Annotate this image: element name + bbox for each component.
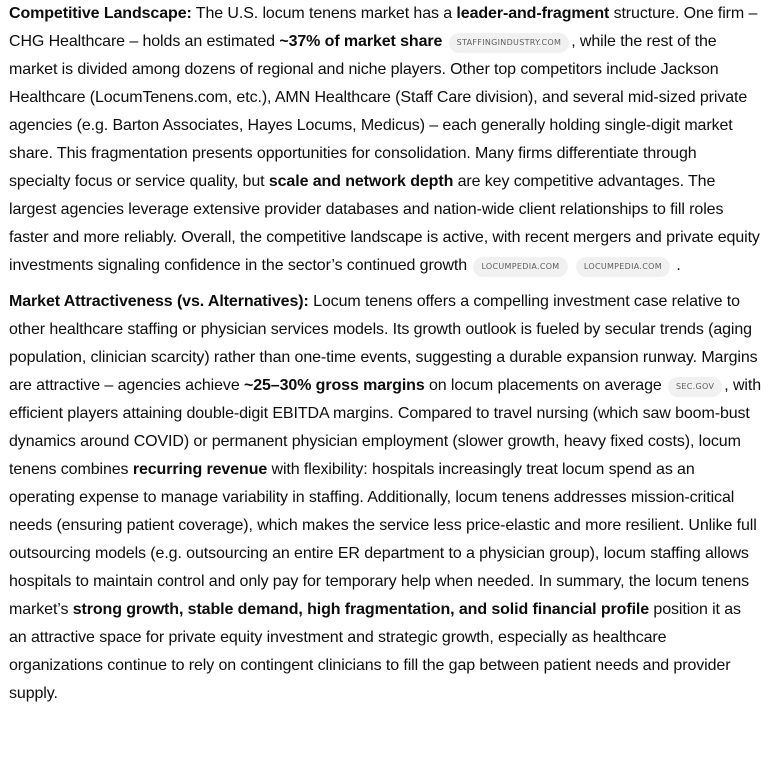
source-citation-locumpedia[interactable]: LOCUMPEDIA.COM xyxy=(576,257,670,277)
bold-phrase: scale and network depth xyxy=(268,173,454,190)
source-citation-sec-gov[interactable]: SEC.GOV xyxy=(668,377,722,397)
paragraph-text: on locum placements on average xyxy=(424,377,662,394)
paragraph-text: The U.S. locum tenens market has a xyxy=(191,5,457,22)
paragraph-text: . xyxy=(676,257,681,274)
market-attractiveness-heading: Market Attractiveness (vs. Alternatives): xyxy=(9,293,309,310)
paragraph-text: Locum tenens offers a compelling investment case relative to other healthcare staffing or physician services models. Its growth outlook is fueled by secular trends (aging population, clinician scarcity) rather than one-time events, suggesting a durable expansion runway. Margins are attractive – agencies achieve xyxy=(9,293,758,394)
paragraph-text: structure. One firm – CHG Healthcare – holds an estimated xyxy=(9,5,758,50)
source-citation-staffingindustry[interactable]: STAFFINGINDUSTRY.COM xyxy=(449,33,570,53)
paragraph-text: with flexibility: hospitals increasingly treat locum spend as an operating expense to manage variability in staffing. Additionally, locum tenens addresses mission-critical needs (ensuring patient coverage), which makes the service less price-elastic and more resilient. Unlike full outsourcing models (e.g. outsourcing an entire ER department to a physician group), locum staffing allows hospitals to maintain control and only pay for temporary help when needed. In summary, the locum tenens market’s xyxy=(9,461,757,618)
competitive-landscape-paragraph xyxy=(9,0,762,280)
bold-phrase: ~37% of market share xyxy=(279,33,443,50)
market-attractiveness-paragraph xyxy=(9,288,762,708)
source-citation-locumpedia[interactable]: LOCUMPEDIA.COM xyxy=(473,257,567,277)
paragraph-text: position it as an attractive space for private equity investment and strategic growth, especially as healthcare organizations continue to rely on contingent clinicians to fill the gap between patient needs and provider supply. xyxy=(9,601,741,702)
paragraph-text: , with efficient players attaining double-digit EBITDA margins. Compared to travel nursing (which saw boom-bust dynamics around COVID) or permanent physician employment (slower growth, heavy fixed costs), locum tenens combines xyxy=(9,377,761,478)
paragraph-text: , while the rest of the market is divided among dozens of regional and niche players. Other top competitors include Jackson Healthcare (LocumTenens.com, etc.), AMN Healthcare (Staff Care division), and several mid-sized private agencies (e.g. Barton Associates, Hayes Locums, Medicus) – each generally holding single-digit market share. This fragmentation presents opportunities for consolidation. Many firms differentiate through specialty focus or service quality, but xyxy=(9,33,748,190)
bold-phrase: leader-and-fragment xyxy=(456,5,610,22)
bold-phrase: recurring revenue xyxy=(132,461,268,478)
bold-phrase: ~25–30% gross margins xyxy=(243,377,425,394)
competitive-landscape-heading: Competitive Landscape: xyxy=(9,5,192,22)
bold-phrase: strong growth, stable demand, high fragmentation, and solid financial profile xyxy=(72,601,650,618)
paragraph-text: are key competitive advantages. The largest agencies leverage extensive provider databases and nation-wide client relationships to fill roles faster and more reliably. Overall, the competitive landscape is active, with recent mergers and private equity investments signaling confidence in the sector’s continued growth xyxy=(9,173,760,274)
